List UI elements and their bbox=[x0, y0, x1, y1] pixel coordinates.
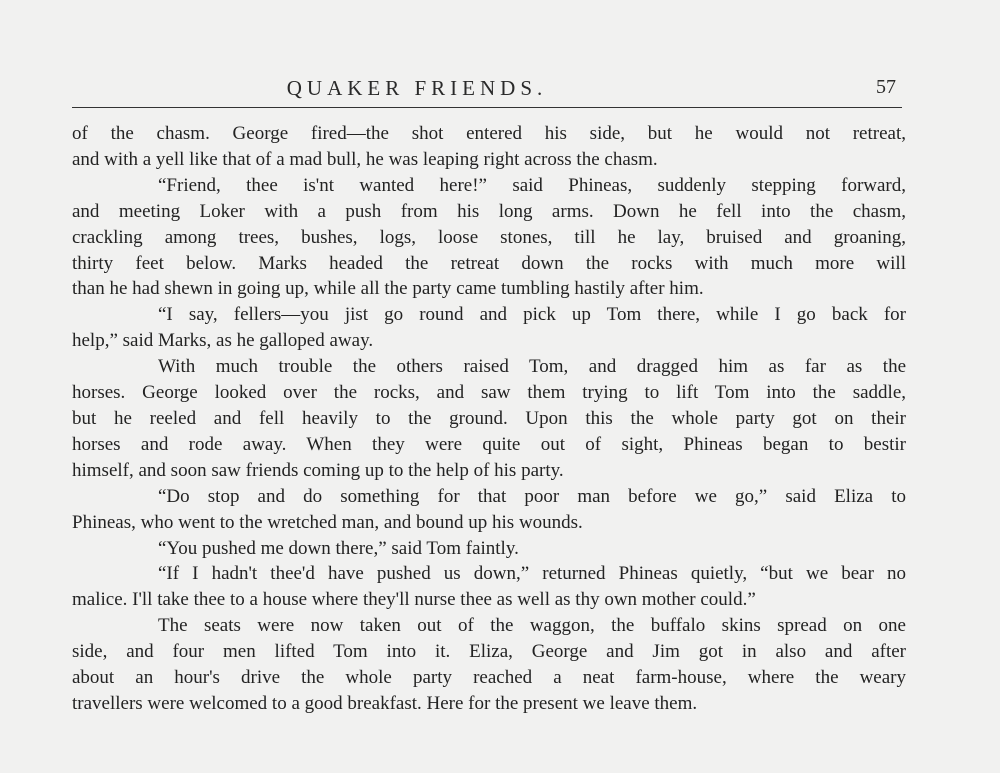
page-header bbox=[72, 74, 902, 104]
page-number: 57 bbox=[876, 76, 896, 98]
text-line: but he reeled and fell heavily to the ground. Upon this the whole party got on their bbox=[72, 407, 906, 429]
paragraph bbox=[72, 536, 906, 562]
text-line: than he had shewn in going up, while all the party came tumbling hastily after him. bbox=[72, 278, 704, 300]
text-line: side, and four men lifted Tom into it. Eliza, George and Jim got in also and after bbox=[72, 641, 906, 663]
text-line: about an hour's drive the whole party reached a neat farm-house, where the weary bbox=[72, 667, 906, 689]
text-line: thirty feet below. Marks headed the retreat down the rocks with much more will bbox=[72, 252, 906, 274]
text-line: horses. George looked over the rocks, and saw them trying to lift Tom into the saddle, bbox=[72, 382, 906, 404]
text-line: “If I hadn't thee'd have pushed us down,” returned Phineas quietly, “but we bear no bbox=[158, 563, 906, 585]
text-line: help,” said Marks, as he galloped away. bbox=[72, 330, 374, 352]
text-line: of the chasm. George fired—the shot entered his side, but he would not retreat, bbox=[72, 123, 906, 144]
text-line: “You pushed me down there,” said Tom faintly. bbox=[158, 537, 519, 559]
text-line: crackling among trees, bushes, logs, loose stones, till he lay, bruised and groaning, bbox=[72, 226, 906, 248]
paragraph bbox=[72, 484, 906, 536]
paragraph bbox=[72, 561, 906, 613]
text-line: travellers were welcomed to a good breakfast. Here for the present we leave them. bbox=[72, 692, 698, 714]
body-text bbox=[72, 121, 906, 717]
text-line: and meeting Loker with a push from his long arms. Down he fell into the chasm, bbox=[72, 200, 906, 222]
paragraph bbox=[72, 354, 906, 484]
header-rule bbox=[72, 107, 902, 108]
text-line: himself, and soon saw friends coming up to the help of his party. bbox=[72, 459, 564, 481]
text-line: “I say, fellers—you jist go round and pick up Tom there, while I go back for bbox=[158, 304, 906, 326]
running-title: QUAKER FRIENDS. bbox=[286, 76, 548, 100]
text-line: “Friend, thee is'nt wanted here!” said Phineas, suddenly stepping forward, bbox=[158, 174, 906, 196]
text-line: malice. I'll take thee to a house where they'll nurse thee as well as thy own mother could.” bbox=[72, 589, 756, 611]
paragraph bbox=[72, 121, 906, 173]
paragraph bbox=[72, 302, 906, 354]
paragraph bbox=[72, 613, 906, 717]
text-line: “Do stop and do something for that poor man before we go,” said Eliza to bbox=[158, 485, 906, 507]
text-line: With much trouble the others raised Tom, and dragged him as far as the bbox=[158, 356, 906, 378]
text-line: The seats were now taken out of the waggon, the buffalo skins spread on one bbox=[158, 615, 906, 637]
text-line: Phineas, who went to the wretched man, and bound up his wounds. bbox=[72, 511, 583, 533]
paragraph bbox=[72, 173, 906, 303]
text-line: horses and rode away. When they were quite out of sight, Phineas began to bestir bbox=[72, 433, 906, 455]
text-line: and with a yell like that of a mad bull, he was leaping right across the chasm. bbox=[72, 148, 658, 170]
